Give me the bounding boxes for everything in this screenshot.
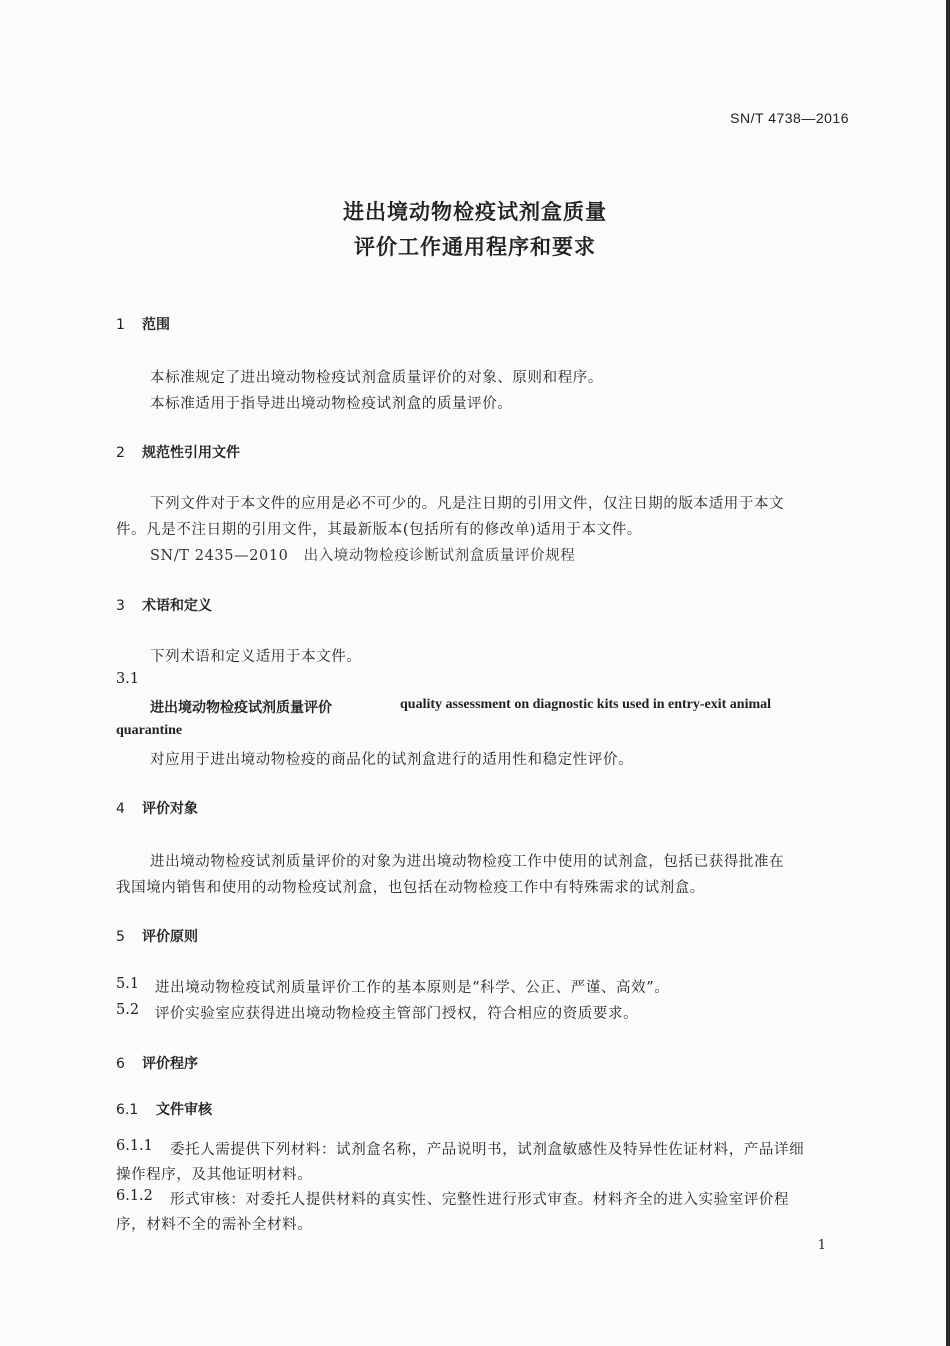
standard-code: SN/T 4738—2016 [730, 110, 849, 126]
subsection-6-1-heading [116, 1099, 212, 1119]
paragraph: 下列文件对于本文件的应用是必不可少的。凡是注日期的引用文件，仅注日期的版本适用于本文 [150, 496, 785, 512]
paragraph: 件。凡是不注日期的引用文件，其最新版本(包括所有的修改单)适用于本文件。 [116, 522, 642, 538]
term-english: quality assessment on diagnostic kits used in entry-exit animal [400, 697, 772, 712]
term-number: 3.1 [116, 671, 140, 687]
section-title: 术语和定义 [142, 598, 212, 614]
section-2-heading [116, 442, 240, 462]
section-title: 范围 [142, 317, 170, 333]
page-number: 1 [817, 1238, 826, 1253]
subsection-title: 文件审核 [156, 1102, 212, 1118]
paragraph: 我国境内销售和使用的动物检疫试剂盒，也包括在动物检疫工作中有特殊需求的试剂盒。 [116, 880, 705, 896]
subsection-number: 6.1 [116, 1102, 139, 1118]
title-line-1: 进出境动物检疫试剂盒质量 [343, 200, 607, 224]
clause-text: 进出境动物检疫试剂质量评价工作的基本原则是“科学、公正、严谨、高效”。 [155, 980, 670, 996]
section-title: 评价对象 [142, 801, 198, 817]
section-number: 1 [116, 317, 125, 333]
clause-text: 评价实验室应获得进出境动物检疫主管部门授权，符合相应的资质要求。 [155, 1006, 639, 1022]
section-3-heading [116, 595, 212, 615]
section-4-heading [116, 798, 198, 818]
clause-number: 5.2 [116, 1002, 140, 1018]
section-5-heading [116, 926, 198, 946]
section-title: 评价原则 [142, 929, 198, 945]
term-definition: 对应用于进出境动物检疫的商品化的试剂盒进行的适用性和稳定性评价。 [150, 752, 634, 768]
section-6-heading [116, 1053, 198, 1073]
title-line-2: 评价工作通用程序和要求 [354, 235, 596, 259]
term-english-cont: quarantine [116, 723, 183, 738]
section-title: 评价程序 [142, 1056, 198, 1072]
section-number: 5 [116, 929, 125, 945]
paragraph: 本标准适用于指导进出境动物检疫试剂盒的质量评价。 [150, 396, 513, 412]
section-number: 2 [116, 445, 125, 461]
section-title: 规范性引用文件 [142, 445, 240, 461]
normative-reference: SN/T 2435—2010 出入境动物检疫诊断试剂盒质量评价规程 [150, 548, 576, 564]
clause-number: 6.1.2 [116, 1188, 153, 1204]
clause-text-cont: 操作程序，及其他证明材料。 [116, 1167, 313, 1183]
clause-text: 委托人需提供下列材料：试剂盒名称，产品说明书，试剂盒敏感性及特异性佐证材料，产品详细 [170, 1142, 805, 1158]
paragraph: 下列术语和定义适用于本文件。 [150, 649, 362, 665]
scan-edge [946, 0, 950, 1346]
section-number: 6 [116, 1056, 125, 1072]
clause-text-cont: 序，材料不全的需补全材料。 [116, 1217, 313, 1233]
clause-number: 6.1.1 [116, 1138, 153, 1154]
term-chinese: 进出境动物检疫试剂质量评价 [150, 700, 332, 716]
paragraph: 进出境动物检疫试剂质量评价的对象为进出境动物检疫工作中使用的试剂盒，包括已获得批准在 [150, 854, 785, 870]
clause-text: 形式审核：对委托人提供材料的真实性、完整性进行形式审查。材料齐全的进入实验室评价程 [170, 1192, 790, 1208]
section-number: 4 [116, 801, 125, 817]
section-1-heading [116, 314, 170, 334]
section-number: 3 [116, 598, 125, 614]
paragraph: 本标准规定了进出境动物检疫试剂盒质量评价的对象、原则和程序。 [150, 370, 603, 386]
clause-number: 5.1 [116, 976, 140, 992]
